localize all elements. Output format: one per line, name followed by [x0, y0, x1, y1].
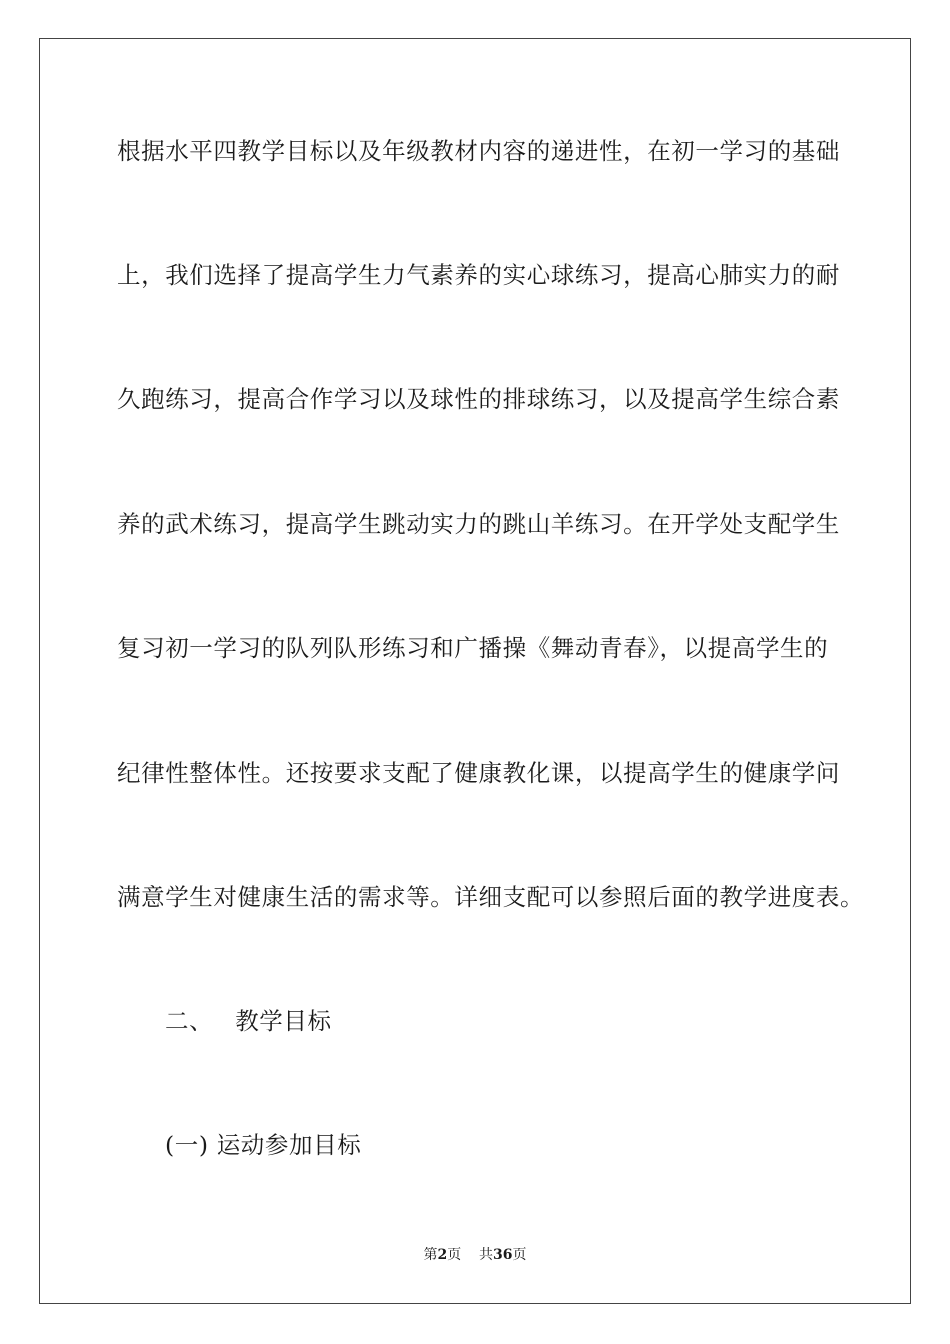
paragraph-line-7: 满意学生对健康生活的需求等。详细支配可以参照后面的教学进度表。 — [117, 883, 865, 911]
paragraph-line-6: 纪律性整体性。还按要求支配了健康教化课，以提高学生的健康学问 — [117, 759, 840, 787]
page-border — [39, 38, 911, 1304]
paragraph-line-4: 养的武术练习，提高学生跳动实力的跳山羊练习。在开学处支配学生 — [117, 510, 840, 538]
footer-total-pages: 36 — [493, 1247, 513, 1263]
footer-suffix: 页 — [512, 1247, 527, 1263]
paragraph-line-2: 上，我们选择了提高学生力气素养的实心球练习，提高心肺实力的耐 — [117, 261, 840, 289]
paragraph-line-3: 久跑练习，提高合作学习以及球性的排球练习，以及提高学生综合素 — [117, 385, 840, 413]
paragraph-line-5: 复习初一学习的队列队形练习和广播操《舞动青春》，以提高学生的 — [117, 634, 829, 662]
paragraph-line-1: 根据水平四教学目标以及年级教材内容的递进性，在初一学习的基础 — [117, 137, 840, 165]
subsection-heading: (一) 运动参加目标 — [165, 1131, 362, 1159]
footer-current-page: 2 — [437, 1247, 448, 1263]
section-number: 二、 — [165, 1007, 214, 1035]
section-title: 教学目标 — [235, 1007, 332, 1035]
footer-prefix: 第 — [423, 1247, 438, 1263]
page-footer — [0, 1245, 950, 1265]
section-heading — [165, 1006, 332, 1036]
footer-middle: 页 共 — [447, 1247, 494, 1263]
